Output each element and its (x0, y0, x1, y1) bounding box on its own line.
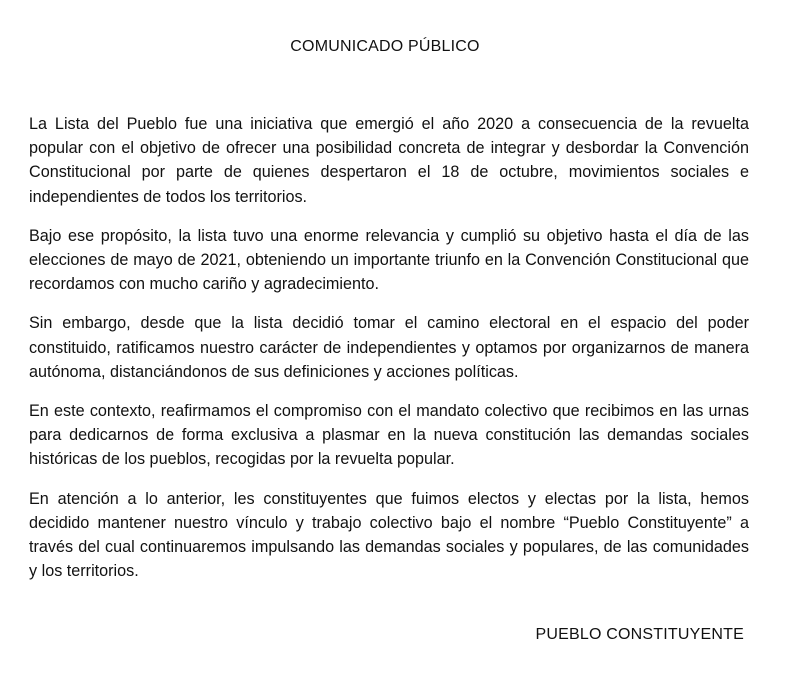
document-body (29, 112, 749, 598)
paragraph-4: En este contexto, reafirmamos el compromiso con el mandato colectivo que recibimos en las urnas para dedicarnos de forma exclusiva a plasmar en la nueva constitución las demandas sociales históricas de los pueblos, recogidas por la revuelta popular. (29, 402, 749, 469)
paragraph-1: La Lista del Pueblo fue una iniciativa que emergió el año 2020 a consecuencia de la revuelta popular con el objetivo de ofrecer una posibilidad concreta de integrar y desbordar la Convención Constitucional por parte de quienes despertaron el 18 de octubre, movimientos sociales e independientes de todos los territorios. (29, 115, 749, 206)
signature: PUEBLO CONSTITUYENTE (535, 626, 744, 643)
paragraph-2: Bajo ese propósito, la lista tuvo una enorme relevancia y cumplió su objetivo hasta el día de las elecciones de mayo de 2021, obteniendo un importante triunfo en la Convención Constitucional que recordamos con mucho cariño y agradecimiento. (29, 226, 749, 294)
paragraph-3: Sin embargo, desde que la lista decidió tomar el camino electoral en el espacio del poder constituido, ratificamos nuestro carácter de independientes y optamos por organizarnos de manera autónoma, distanciándonos de sus definiciones y acciones políticas. (29, 314, 749, 381)
document-title: COMUNICADO PÚBLICO (290, 38, 480, 55)
paragraph-5: En atención a lo anterior, les constituyentes que fuimos electos y electas por la lista, hemos decidido mantener nuestro vínculo y trabajo colectivo bajo el nombre “Pueblo Constituyente” a través del cual continuaremos impulsando las demandas sociales y populares, de las comunidades y los territorios. (29, 489, 749, 581)
